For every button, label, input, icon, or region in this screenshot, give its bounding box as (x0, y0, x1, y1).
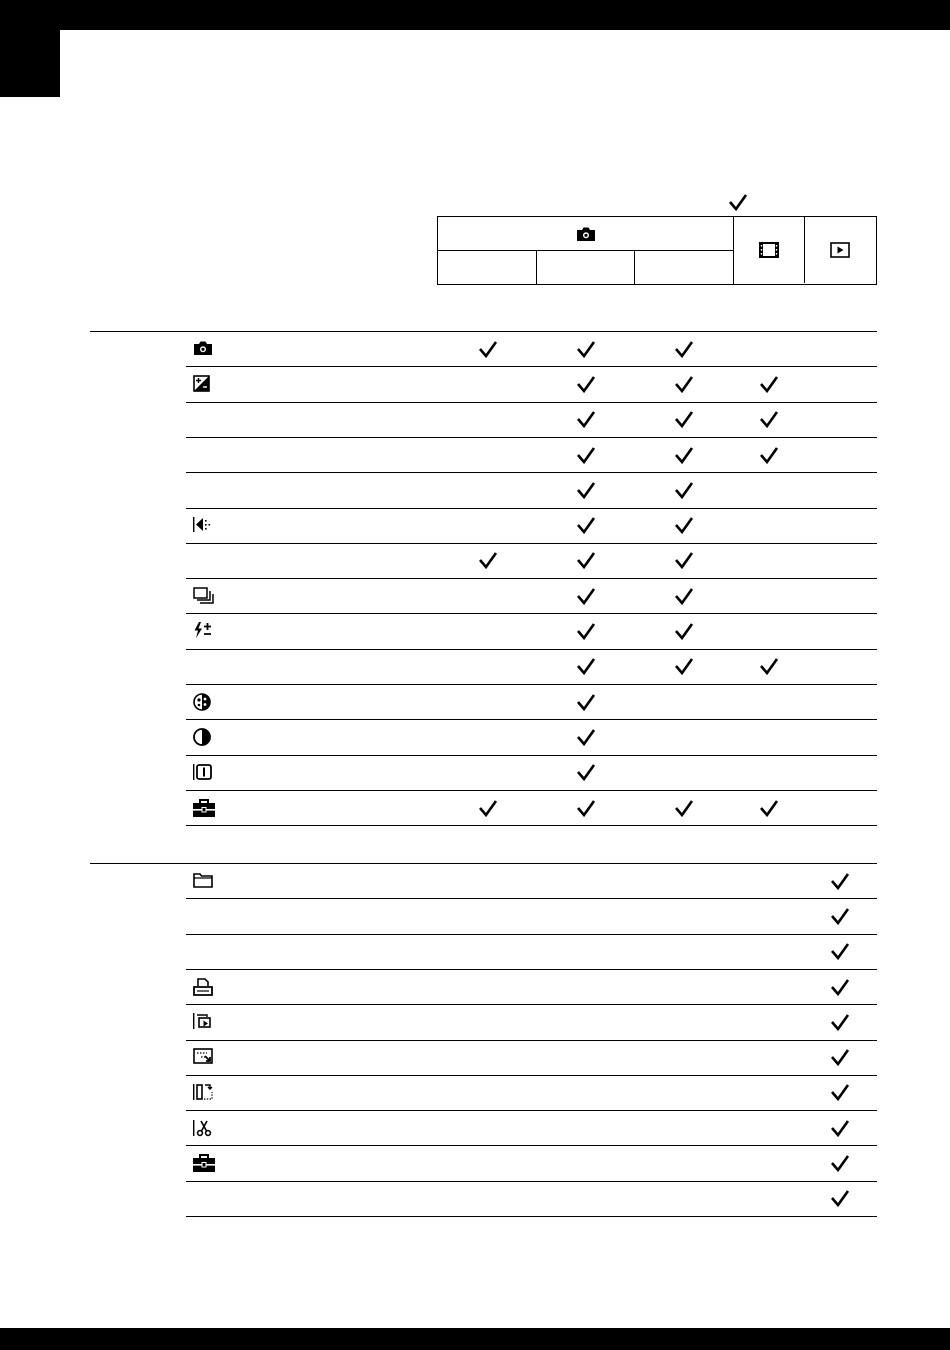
shooting-table-row-rule (186, 684, 877, 685)
setup-toolbox-icon (192, 798, 214, 818)
check-mark-icon (674, 587, 694, 605)
saturation-icon (192, 692, 214, 712)
check-mark-icon (759, 410, 779, 428)
check-mark-icon (576, 763, 596, 781)
shooting-table-top-rule (90, 331, 877, 332)
still-submode-1 (438, 251, 537, 284)
check-mark-icon (478, 799, 498, 817)
divide-scissors-icon (192, 1118, 214, 1138)
check-mark-icon (674, 657, 694, 675)
flash-level-icon (192, 621, 214, 641)
check-mark-icon (576, 516, 596, 534)
camera-icon (192, 339, 214, 359)
check-mark-icon (478, 340, 498, 358)
viewing-table-row-rule (186, 1004, 877, 1005)
viewing-table-row-rule (186, 1181, 877, 1182)
shooting-table-row-rule (186, 825, 877, 826)
check-mark-icon (576, 446, 596, 464)
check-mark-icon (830, 1154, 850, 1172)
check-mark-icon (674, 551, 694, 569)
check-mark-icon (759, 375, 779, 393)
rotate-icon (192, 1082, 214, 1102)
check-mark-icon (830, 1119, 850, 1137)
check-mark-icon (674, 516, 694, 534)
shooting-table-row-rule (186, 366, 877, 367)
folder-icon (192, 871, 214, 891)
viewing-table-top-rule (90, 863, 877, 864)
camera-icon (576, 226, 596, 242)
check-mark-icon (674, 622, 694, 640)
still-submode-3 (635, 251, 734, 284)
check-mark-icon (576, 728, 596, 746)
shooting-table-row-rule (186, 578, 877, 579)
viewing-table-row-rule (186, 898, 877, 899)
check-mark-icon (576, 375, 596, 393)
check-mark-icon (576, 587, 596, 605)
check-mark-icon (576, 410, 596, 428)
viewing-table-row-rule (186, 1075, 877, 1076)
shooting-table-row-rule (186, 790, 877, 791)
exposure-compensation-icon (192, 374, 214, 394)
check-mark-icon (576, 657, 596, 675)
check-mark-icon (728, 193, 748, 211)
check-mark-icon (830, 942, 850, 960)
check-mark-icon (674, 375, 694, 393)
check-mark-icon (674, 446, 694, 464)
check-mark-icon (576, 340, 596, 358)
viewing-table-row-rule (186, 969, 877, 970)
check-mark-icon (830, 1083, 850, 1101)
top-bar (0, 0, 950, 30)
contrast-icon (192, 727, 214, 747)
check-mark-icon (576, 551, 596, 569)
check-mark-icon (674, 410, 694, 428)
metering-mode-icon (192, 515, 214, 535)
burst-icon (192, 586, 214, 606)
print-icon (192, 977, 214, 997)
mode-header-table (437, 216, 877, 285)
check-mark-icon (576, 481, 596, 499)
shooting-table-row-rule (186, 719, 877, 720)
viewing-table-row-rule (186, 1216, 877, 1217)
movie-mode-header (734, 217, 805, 283)
playback-icon (830, 242, 850, 258)
shooting-table-row-rule (186, 543, 877, 544)
viewing-table-row-rule (186, 1110, 877, 1111)
check-mark-icon (478, 551, 498, 569)
check-mark-icon (830, 907, 850, 925)
shooting-table-row-rule (186, 649, 877, 650)
shooting-table-row-rule (186, 755, 877, 756)
check-mark-icon (830, 1013, 850, 1031)
shooting-table-row-rule (186, 437, 877, 438)
check-mark-icon (759, 446, 779, 464)
check-mark-icon (830, 1048, 850, 1066)
sharpness-icon (192, 762, 214, 782)
check-mark-icon (759, 799, 779, 817)
still-submode-2 (537, 251, 635, 284)
viewing-table-row-rule (186, 1040, 877, 1041)
viewing-table-row-rule (186, 934, 877, 935)
viewing-table-row-rule (186, 1145, 877, 1146)
check-mark-icon (759, 657, 779, 675)
shooting-table-row-rule (186, 472, 877, 473)
check-mark-icon (674, 340, 694, 358)
check-mark-icon (576, 693, 596, 711)
check-mark-icon (830, 978, 850, 996)
slideshow-icon (192, 1012, 214, 1032)
playback-mode-header (805, 217, 875, 283)
check-mark-icon (576, 622, 596, 640)
shooting-table-row-rule (186, 402, 877, 403)
bottom-bar (0, 1328, 950, 1350)
setup-toolbox-icon (192, 1153, 214, 1173)
check-mark-icon (830, 1189, 850, 1207)
check-mark-icon (830, 872, 850, 890)
check-mark-icon (674, 481, 694, 499)
still-mode-header (438, 217, 734, 251)
check-mark-icon (674, 799, 694, 817)
film-icon (759, 242, 779, 258)
shooting-table-row-rule (186, 508, 877, 509)
shooting-table-row-rule (186, 613, 877, 614)
resize-icon (192, 1047, 214, 1067)
check-mark-icon (576, 799, 596, 817)
chapter-tab (0, 0, 60, 97)
